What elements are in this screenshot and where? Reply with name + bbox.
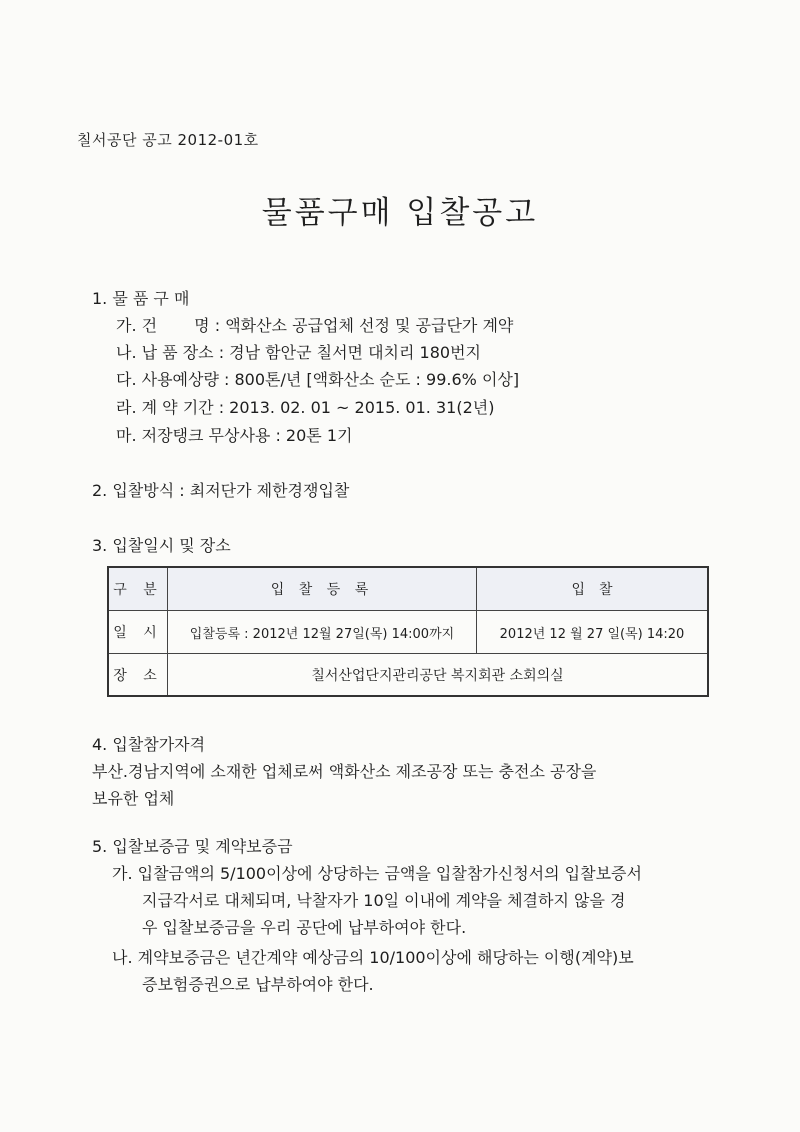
- section5-line: 가. 입찰금액의 5/100이상에 상당하는 금액을 입찰참가신청서의 입찰보증서: [112, 864, 642, 883]
- section4-line: 부산.경남지역에 소재한 업체로써 액화산소 제조공장 또는 충전소 공장을: [92, 762, 597, 781]
- table-cell: 2012년 12 월 27 일(목) 14:20: [477, 611, 709, 654]
- section5-line: 증보험증권으로 납부하여야 한다.: [142, 975, 374, 994]
- table-header-row: [108, 567, 708, 611]
- section3-heading: 3. 입찰일시 및 장소: [92, 536, 231, 555]
- section5-heading: 5. 입찰보증금 및 계약보증금: [92, 837, 293, 856]
- section4-line: 보유한 업체: [92, 789, 175, 808]
- section5-line: 나. 계약보증금은 년간계약 예상금의 10/100이상에 해당하는 이행(계약)보: [112, 948, 634, 967]
- table-row-label: 장 소: [108, 654, 168, 697]
- section1-item: 가. 건 명 : 액화산소 공급업체 선정 및 공급단가 계약: [116, 316, 514, 335]
- table-row: [108, 611, 708, 654]
- table-cell: 칠서산업단지관리공단 복지회관 소회의실: [168, 654, 709, 697]
- page-title: 물품구매 입찰공고: [261, 195, 539, 231]
- table-header-cell: 입 찰 등 록: [168, 567, 477, 611]
- table-cell: 입찰등록 : 2012년 12월 27일(목) 14:00까지: [168, 611, 477, 654]
- section1-item: 다. 사용예상량 : 800톤/년 [액화산소 순도 : 99.6% 이상]: [116, 370, 520, 389]
- section5-line: 지급각서로 대체되며, 낙찰자가 10일 이내에 계약을 체결하지 않을 경: [142, 891, 626, 910]
- section1-item: 라. 계 약 기간 : 2013. 02. 01 ~ 2015. 01. 31(2년): [116, 398, 495, 417]
- table-header-cell: 입 찰: [477, 567, 709, 611]
- section1-heading: 1. 물 품 구 매: [92, 289, 190, 308]
- section1-item: 마. 저장탱크 무상사용 : 20톤 1기: [116, 426, 353, 445]
- schedule-table: [107, 566, 709, 697]
- notice-number: 칠서공단 공고 2012-01호: [77, 131, 259, 149]
- table-header-cell: 구 분: [108, 567, 168, 611]
- section2-heading: 2. 입찰방식 : 최저단가 제한경쟁입찰: [92, 481, 350, 500]
- section4-heading: 4. 입찰참가자격: [92, 735, 206, 754]
- section1-item: 나. 납 품 장소 : 경남 함안군 칠서면 대치리 180번지: [116, 343, 481, 362]
- table-row: [108, 654, 708, 697]
- table-row-label: 일 시: [108, 611, 168, 654]
- section5-line: 우 입찰보증금을 우리 공단에 납부하여야 한다.: [142, 918, 467, 937]
